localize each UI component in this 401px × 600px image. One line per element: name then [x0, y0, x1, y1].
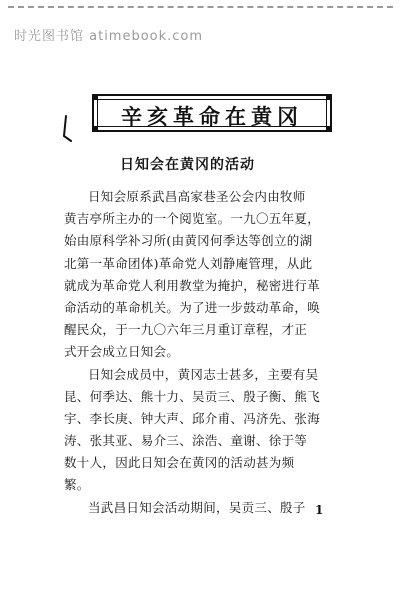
- paragraph-line: 黄吉亭所主办的一个阅览室。一九〇五年夏，: [64, 211, 321, 227]
- page-number: 1: [315, 503, 324, 517]
- paragraph-line: 数十人，因此日知会在黄冈的活动甚为频: [64, 455, 295, 471]
- paragraph-line: 繁。: [64, 477, 90, 493]
- body-text: [64, 186, 360, 519]
- paragraph-line: 日知会成员中，黄冈志士甚多，主要有吴: [88, 366, 319, 382]
- paragraph-line: 当武昌日知会活动期间，吴贡三、殷子: [88, 499, 306, 515]
- paragraph-line: 式开会成立日知会。: [64, 344, 180, 360]
- frame-corner-ornament: [326, 94, 332, 100]
- section-title: 日知会在黄冈的活动: [120, 157, 255, 173]
- paragraph-line: 日知会原系武昌高家巷圣公会内由牧师: [88, 189, 306, 204]
- top-dashed-border: [8, 6, 393, 8]
- frame-corner-ornament: [92, 94, 98, 100]
- paragraph-line: 始由原科学补习所(由黄冈何季达等创立的湖: [64, 233, 313, 249]
- chapter-title-frame: [92, 94, 332, 132]
- paragraph-line: 北第一革命团体)革命党人刘静庵管理，从此: [64, 255, 313, 271]
- paragraph-line: 就成为革命党人利用教堂为掩护，秘密进行革: [64, 277, 321, 293]
- margin-pen-mark: [60, 114, 78, 142]
- paragraph-line: 醒民众，于一九〇六年三月重订章程，才正: [64, 322, 308, 338]
- paragraph-line: 宇、李长庚、钟大声、邱介甫、冯济先、张海: [64, 410, 321, 426]
- paragraph-line: 命活动的革命机关。为了进一步鼓动革命，唤: [64, 299, 321, 315]
- watermark: 时光图书馆 atimebook.com: [14, 29, 204, 44]
- chapter-title: 辛亥革命在黄冈: [121, 104, 303, 129]
- paragraph-line: 涛、张其亚、易介三、涂浩、童谢、徐于等: [64, 433, 308, 449]
- paragraph-line: 昆、何季达、熊十力、吴贡三、殷子衡、熊飞: [64, 388, 321, 404]
